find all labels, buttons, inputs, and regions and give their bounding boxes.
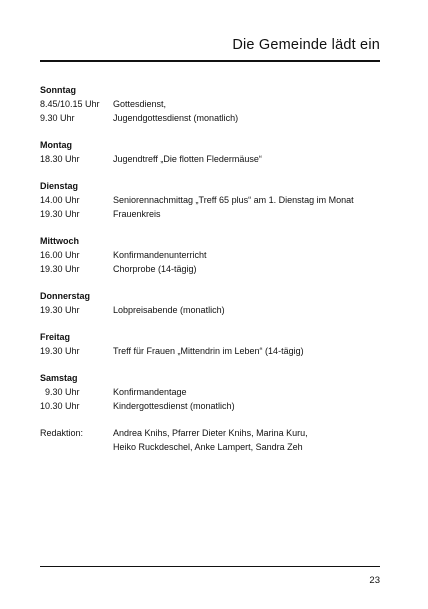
header-rule [40, 60, 380, 62]
schedule-entry [40, 111, 390, 125]
day-block-donnerstag [40, 289, 390, 317]
schedule-entry [40, 207, 390, 221]
footer-rule [40, 566, 380, 567]
entry-description: Chorprobe (14-tägig) [113, 264, 197, 274]
day-name: Freitag [40, 332, 71, 342]
day-name: Samstag [40, 373, 78, 383]
entry-time: 9.30 Uhr [45, 387, 80, 397]
day-name: Montag [40, 140, 72, 150]
schedule-entry [40, 97, 390, 111]
entry-description: Gottesdienst, [113, 99, 167, 109]
entry-time: 8.45/10.15 Uhr [40, 99, 100, 109]
day-name: Donnerstag [40, 291, 91, 301]
day-block-dienstag [40, 179, 390, 221]
entry-time: 19.30 Uhr [40, 346, 80, 356]
schedule-entry [40, 262, 390, 276]
entry-description: Konfirmandenunterricht [113, 250, 207, 260]
editorial-credits [40, 426, 390, 454]
entry-description: Jugendgottesdienst (monatlich) [113, 113, 239, 123]
entry-description: Lobpreisabende (monatlich) [113, 305, 225, 315]
entry-description: Jugendtreff „Die flotten Fledermäuse“ [113, 154, 262, 164]
entry-description: Konfirmandentage [113, 387, 187, 397]
day-block-freitag [40, 330, 390, 358]
day-block-sonntag [40, 83, 390, 125]
day-name: Mittwoch [40, 236, 79, 246]
schedule-entry [40, 152, 390, 166]
schedule-entry [40, 399, 390, 413]
credits-line: Andrea Knihs, Pfarrer Dieter Knihs, Marina Kuru, [113, 428, 308, 438]
schedule-entry [40, 344, 390, 358]
entry-description: Seniorennachmittag „Treff 65 plus“ am 1. Dienstag im Monat [113, 195, 354, 205]
entry-time: 16.00 Uhr [40, 250, 80, 260]
day-block-montag [40, 138, 390, 166]
entry-time: 9.30 Uhr [40, 113, 75, 123]
schedule-entry [40, 248, 390, 262]
entry-time: 10.30 Uhr [40, 401, 80, 411]
day-block-samstag [40, 371, 390, 413]
entry-time: 19.30 Uhr [40, 209, 80, 219]
entry-time: 18.30 Uhr [40, 154, 80, 164]
weekly-schedule [40, 83, 390, 454]
credits-names [113, 426, 308, 454]
schedule-entry [40, 193, 390, 207]
entry-time: 19.30 Uhr [40, 305, 80, 315]
credits-line: Heiko Ruckdeschel, Anke Lampert, Sandra Zeh [113, 442, 303, 452]
entry-description: Frauenkreis [113, 209, 161, 219]
entry-description: Treff für Frauen „Mittendrin im Leben“ (14-tägig) [113, 346, 304, 356]
day-name: Dienstag [40, 181, 79, 191]
schedule-entry [40, 385, 390, 399]
page-number: 23 [369, 575, 380, 586]
credits-label: Redaktion: [40, 428, 84, 438]
entry-time: 19.30 Uhr [40, 264, 80, 274]
page-title: Die Gemeinde lädt ein [232, 37, 380, 53]
entry-time: 14.00 Uhr [40, 195, 80, 205]
day-name: Sonntag [40, 85, 76, 95]
day-block-mittwoch [40, 234, 390, 276]
schedule-entry [40, 303, 390, 317]
entry-description: Kindergottesdienst (monatlich) [113, 401, 235, 411]
